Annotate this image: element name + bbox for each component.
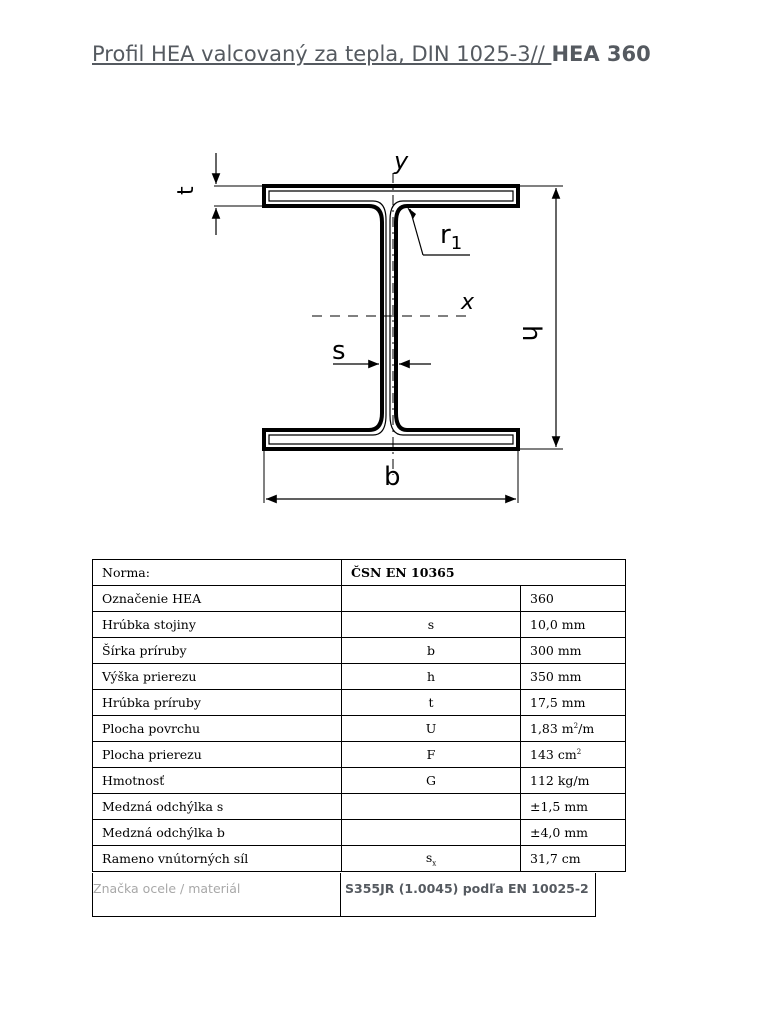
row-symbol: G — [342, 768, 521, 794]
row-value: ±1,5 mm — [521, 794, 626, 820]
table-row — [93, 742, 626, 768]
row-name: Hrúbka stojiny — [93, 612, 342, 638]
r1-label: $r_1$ — [440, 220, 463, 254]
row-name: Výška prierezu — [93, 664, 342, 690]
x-axis-label: x — [461, 290, 475, 315]
row-symbol: s — [342, 612, 521, 638]
table-row — [93, 586, 626, 612]
title-separator: // — [530, 42, 552, 66]
i-beam-outline — [264, 186, 518, 449]
table-row — [93, 794, 626, 820]
row-symbol — [342, 794, 521, 820]
row-value: 350 mm — [521, 664, 626, 690]
s-label: s — [332, 336, 346, 366]
table-row — [93, 820, 626, 846]
b-label: b — [384, 462, 401, 492]
title-link[interactable]: Profil HEA valcovaný za tepla, DIN 1025-3 — [92, 42, 531, 66]
table-row — [93, 716, 626, 742]
row-name: Rameno vnútorných síl — [93, 846, 342, 872]
profile-designation: HEA 360 — [551, 42, 651, 66]
row-symbol: b — [342, 638, 521, 664]
y-axis-label: y — [394, 147, 409, 175]
table-row — [93, 638, 626, 664]
row-symbol: $s_x$ — [342, 846, 521, 872]
row-value: 112 kg/m — [521, 768, 626, 794]
h-label: h — [516, 325, 546, 342]
row-symbol — [342, 820, 521, 846]
t-label: t — [174, 186, 199, 195]
row-symbol: t — [342, 690, 521, 716]
row-value: ±4,0 mm — [521, 820, 626, 846]
row-value: 360 — [521, 586, 626, 612]
row-value: 17,5 mm — [521, 690, 626, 716]
row-name: Medzná odchýlka s — [93, 794, 342, 820]
row-name: Norma: — [93, 560, 342, 586]
hea-profile-diagram — [174, 145, 565, 510]
standard-value: ČSN EN 10365 — [342, 560, 626, 586]
table-row — [93, 612, 626, 638]
table-row — [93, 560, 626, 586]
row-value: 1,83 $m^2/m$ — [521, 716, 626, 742]
row-name: Označenie HEA — [93, 586, 342, 612]
row-name: Šírka príruby — [93, 638, 342, 664]
material-label: Značka ocele / materiál — [92, 873, 340, 917]
row-symbol — [342, 586, 521, 612]
row-value: 31,7 cm — [521, 846, 626, 872]
table-row — [93, 846, 626, 872]
row-value: 300 mm — [521, 638, 626, 664]
material-value: S355JR (1.0045) podľa EN 10025-2 — [340, 873, 596, 917]
table-row — [93, 768, 626, 794]
row-name: Medzná odchýlka b — [93, 820, 342, 846]
row-value: 10,0 mm — [521, 612, 626, 638]
row-value: 143 $cm^2$ — [521, 742, 626, 768]
row-symbol: h — [342, 664, 521, 690]
material-row — [92, 873, 596, 918]
table-row — [93, 664, 626, 690]
row-name: Hmotnosť — [93, 768, 342, 794]
spec-table — [92, 559, 626, 872]
row-name: Plocha povrchu — [93, 716, 342, 742]
row-name: Plocha prierezu — [93, 742, 342, 768]
row-symbol: U — [342, 716, 521, 742]
row-symbol: F — [342, 742, 521, 768]
row-name: Hrúbka príruby — [93, 690, 342, 716]
table-row — [93, 690, 626, 716]
page-title — [92, 41, 692, 67]
